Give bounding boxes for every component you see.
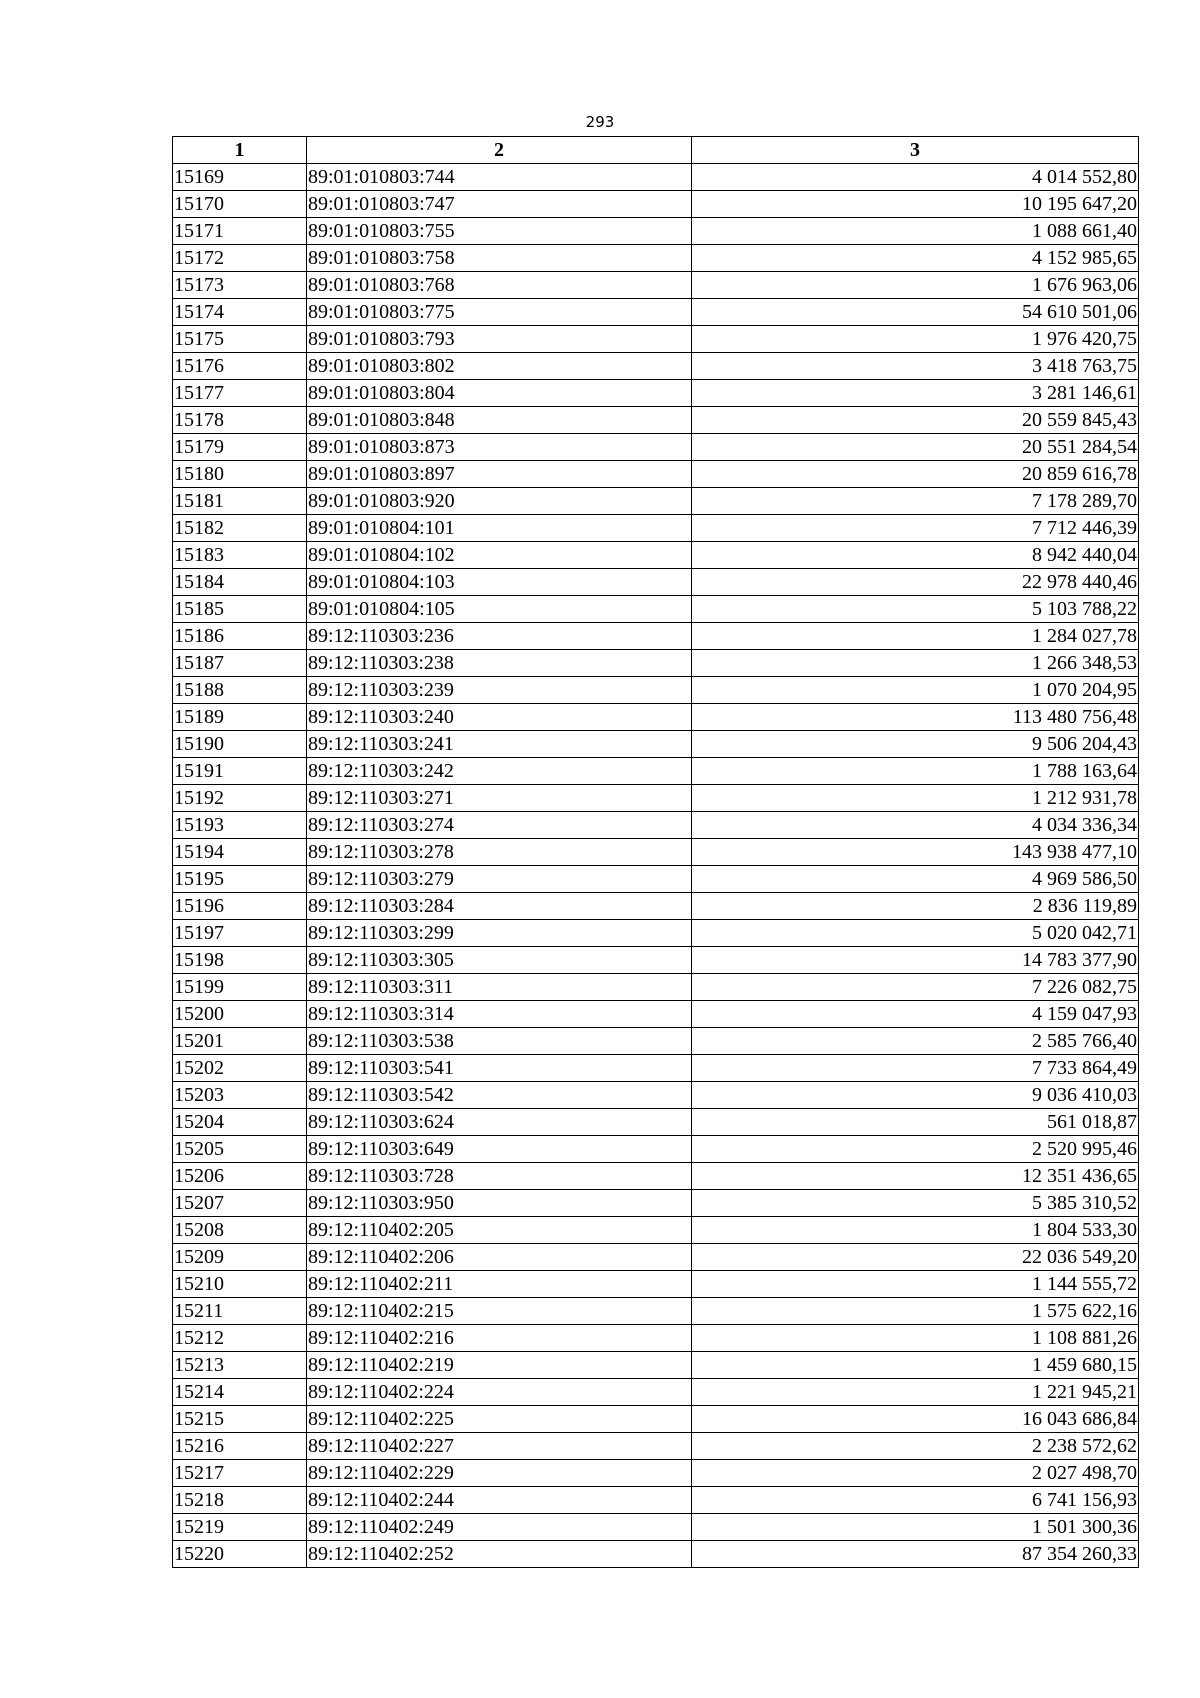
row-number-cell: 15196: [173, 893, 307, 920]
row-number-cell: 15174: [173, 299, 307, 326]
cadastral-number-cell: 89:12:110303:299: [307, 920, 692, 947]
table-row: [173, 1541, 1139, 1568]
table-row: [173, 299, 1139, 326]
cadastral-number-cell: 89:12:110303:624: [307, 1109, 692, 1136]
table-row: [173, 1136, 1139, 1163]
value-cell: 3 281 146,61: [692, 380, 1139, 407]
table-row: [173, 245, 1139, 272]
cadastral-number-cell: 89:01:010804:101: [307, 515, 692, 542]
table-row: [173, 272, 1139, 299]
table-row: [173, 569, 1139, 596]
value-cell: 5 020 042,71: [692, 920, 1139, 947]
value-cell: 22 036 549,20: [692, 1244, 1139, 1271]
row-number-cell: 15195: [173, 866, 307, 893]
value-cell: 1 108 881,26: [692, 1325, 1139, 1352]
cadastral-number-cell: 89:12:110402:244: [307, 1487, 692, 1514]
cadastral-number-cell: 89:01:010803:873: [307, 434, 692, 461]
value-cell: 1 788 163,64: [692, 758, 1139, 785]
cadastral-number-cell: 89:12:110402:215: [307, 1298, 692, 1325]
row-number-cell: 15193: [173, 812, 307, 839]
value-cell: 1 501 300,36: [692, 1514, 1139, 1541]
table-row: [173, 596, 1139, 623]
table-row: [173, 164, 1139, 191]
row-number-cell: 15176: [173, 353, 307, 380]
row-number-cell: 15205: [173, 1136, 307, 1163]
cadastral-number-cell: 89:12:110303:274: [307, 812, 692, 839]
cadastral-number-cell: 89:12:110402:252: [307, 1541, 692, 1568]
table-row: [173, 839, 1139, 866]
value-cell: 16 043 686,84: [692, 1406, 1139, 1433]
row-number-cell: 15191: [173, 758, 307, 785]
cadastral-number-cell: 89:01:010803:744: [307, 164, 692, 191]
table-row: [173, 1082, 1139, 1109]
cadastral-number-cell: 89:01:010803:793: [307, 326, 692, 353]
row-number-cell: 15189: [173, 704, 307, 731]
value-cell: 9 506 204,43: [692, 731, 1139, 758]
table-row: [173, 1514, 1139, 1541]
table-row: [173, 1379, 1139, 1406]
table-row: [173, 785, 1139, 812]
value-cell: 6 741 156,93: [692, 1487, 1139, 1514]
row-number-cell: 15204: [173, 1109, 307, 1136]
table-row: [173, 191, 1139, 218]
value-cell: 4 969 586,50: [692, 866, 1139, 893]
value-cell: 7 226 082,75: [692, 974, 1139, 1001]
cadastral-number-cell: 89:12:110402:224: [307, 1379, 692, 1406]
table-row: [173, 974, 1139, 1001]
value-cell: 7 712 446,39: [692, 515, 1139, 542]
value-cell: 1 221 945,21: [692, 1379, 1139, 1406]
cadastral-number-cell: 89:12:110303:305: [307, 947, 692, 974]
table-row: [173, 407, 1139, 434]
row-number-cell: 15186: [173, 623, 307, 650]
value-cell: 1 676 963,06: [692, 272, 1139, 299]
table-row: [173, 380, 1139, 407]
cadastral-number-cell: 89:01:010803:755: [307, 218, 692, 245]
value-cell: 143 938 477,10: [692, 839, 1139, 866]
cadastral-number-cell: 89:12:110402:229: [307, 1460, 692, 1487]
cadastral-number-cell: 89:12:110303:950: [307, 1190, 692, 1217]
row-number-cell: 15198: [173, 947, 307, 974]
cadastral-number-cell: 89:01:010803:848: [307, 407, 692, 434]
header-row: [173, 137, 1139, 164]
row-number-cell: 15215: [173, 1406, 307, 1433]
value-cell: 1 575 622,16: [692, 1298, 1139, 1325]
header-col-2: 2: [307, 137, 692, 164]
table-row: [173, 731, 1139, 758]
table-row: [173, 1163, 1139, 1190]
table-row: [173, 461, 1139, 488]
table-row: [173, 1487, 1139, 1514]
page-number: 293: [585, 113, 615, 131]
table-row: [173, 947, 1139, 974]
row-number-cell: 15202: [173, 1055, 307, 1082]
value-cell: 4 159 047,93: [692, 1001, 1139, 1028]
cadastral-number-cell: 89:12:110402:249: [307, 1514, 692, 1541]
row-number-cell: 15180: [173, 461, 307, 488]
row-number-cell: 15210: [173, 1271, 307, 1298]
cadastral-number-cell: 89:12:110303:311: [307, 974, 692, 1001]
row-number-cell: 15190: [173, 731, 307, 758]
cadastral-number-cell: 89:12:110402:216: [307, 1325, 692, 1352]
row-number-cell: 15172: [173, 245, 307, 272]
row-number-cell: 15192: [173, 785, 307, 812]
table-row: [173, 1109, 1139, 1136]
cadastral-number-cell: 89:12:110303:728: [307, 1163, 692, 1190]
cadastral-number-cell: 89:01:010804:105: [307, 596, 692, 623]
cadastral-number-cell: 89:01:010804:103: [307, 569, 692, 596]
cadastral-number-cell: 89:12:110303:541: [307, 1055, 692, 1082]
row-number-cell: 15179: [173, 434, 307, 461]
row-number-cell: 15177: [173, 380, 307, 407]
row-number-cell: 15217: [173, 1460, 307, 1487]
row-number-cell: 15207: [173, 1190, 307, 1217]
header-col-1: 1: [173, 137, 307, 164]
table-body: [173, 164, 1139, 1568]
value-cell: 12 351 436,65: [692, 1163, 1139, 1190]
cadastral-number-cell: 89:12:110303:271: [307, 785, 692, 812]
value-cell: 9 036 410,03: [692, 1082, 1139, 1109]
cadastral-number-cell: 89:01:010803:768: [307, 272, 692, 299]
value-cell: 8 942 440,04: [692, 542, 1139, 569]
table-row: [173, 488, 1139, 515]
table-row: [173, 1271, 1139, 1298]
table-row: [173, 542, 1139, 569]
row-number-cell: 15211: [173, 1298, 307, 1325]
value-cell: 20 859 616,78: [692, 461, 1139, 488]
table-row: [173, 1460, 1139, 1487]
cadastral-number-cell: 89:12:110303:284: [307, 893, 692, 920]
row-number-cell: 15194: [173, 839, 307, 866]
table-row: [173, 893, 1139, 920]
cadastral-number-cell: 89:12:110402:211: [307, 1271, 692, 1298]
value-cell: 561 018,87: [692, 1109, 1139, 1136]
row-number-cell: 15187: [173, 650, 307, 677]
table-row: [173, 353, 1139, 380]
row-number-cell: 15206: [173, 1163, 307, 1190]
table-row: [173, 650, 1139, 677]
value-cell: 2 836 119,89: [692, 893, 1139, 920]
row-number-cell: 15185: [173, 596, 307, 623]
cadastral-number-cell: 89:01:010803:920: [307, 488, 692, 515]
row-number-cell: 15209: [173, 1244, 307, 1271]
header-col-3: 3: [692, 137, 1139, 164]
value-cell: 4 014 552,80: [692, 164, 1139, 191]
value-cell: 1 976 420,75: [692, 326, 1139, 353]
row-number-cell: 15219: [173, 1514, 307, 1541]
cadastral-number-cell: 89:12:110303:236: [307, 623, 692, 650]
cadastral-number-cell: 89:12:110303:242: [307, 758, 692, 785]
row-number-cell: 15175: [173, 326, 307, 353]
table-row: [173, 218, 1139, 245]
table-row: [173, 1055, 1139, 1082]
cadastral-number-cell: 89:01:010803:775: [307, 299, 692, 326]
table-row: [173, 434, 1139, 461]
row-number-cell: 15213: [173, 1352, 307, 1379]
table-row: [173, 1433, 1139, 1460]
row-number-cell: 15201: [173, 1028, 307, 1055]
row-number-cell: 15181: [173, 488, 307, 515]
row-number-cell: 15218: [173, 1487, 307, 1514]
cadastral-number-cell: 89:12:110303:239: [307, 677, 692, 704]
cadastral-number-cell: 89:12:110303:538: [307, 1028, 692, 1055]
table-row: [173, 1406, 1139, 1433]
table-row: [173, 677, 1139, 704]
value-cell: 2 520 995,46: [692, 1136, 1139, 1163]
row-number-cell: 15173: [173, 272, 307, 299]
cadastral-number-cell: 89:01:010803:804: [307, 380, 692, 407]
table-row: [173, 1298, 1139, 1325]
table-row: [173, 1001, 1139, 1028]
value-cell: 1 088 661,40: [692, 218, 1139, 245]
row-number-cell: 15182: [173, 515, 307, 542]
row-number-cell: 15188: [173, 677, 307, 704]
cadastral-number-cell: 89:12:110303:649: [307, 1136, 692, 1163]
value-cell: 1 212 931,78: [692, 785, 1139, 812]
row-number-cell: 15214: [173, 1379, 307, 1406]
cadastral-number-cell: 89:01:010804:102: [307, 542, 692, 569]
row-number-cell: 15184: [173, 569, 307, 596]
cadastral-number-cell: 89:12:110303:542: [307, 1082, 692, 1109]
row-number-cell: 15220: [173, 1541, 307, 1568]
value-cell: 1 459 680,15: [692, 1352, 1139, 1379]
cadastral-number-cell: 89:01:010803:758: [307, 245, 692, 272]
value-cell: 22 978 440,46: [692, 569, 1139, 596]
value-cell: 4 152 985,65: [692, 245, 1139, 272]
row-number-cell: 15216: [173, 1433, 307, 1460]
cadastral-number-cell: 89:12:110402:206: [307, 1244, 692, 1271]
table-row: [173, 1028, 1139, 1055]
table-row: [173, 1325, 1139, 1352]
row-number-cell: 15208: [173, 1217, 307, 1244]
row-number-cell: 15200: [173, 1001, 307, 1028]
cadastral-number-cell: 89:12:110402:227: [307, 1433, 692, 1460]
cadastral-number-cell: 89:12:110303:238: [307, 650, 692, 677]
table-row: [173, 515, 1139, 542]
row-number-cell: 15183: [173, 542, 307, 569]
row-number-cell: 15199: [173, 974, 307, 1001]
value-cell: 5 385 310,52: [692, 1190, 1139, 1217]
cadastral-number-cell: 89:12:110402:205: [307, 1217, 692, 1244]
value-cell: 1 144 555,72: [692, 1271, 1139, 1298]
row-number-cell: 15178: [173, 407, 307, 434]
row-number-cell: 15170: [173, 191, 307, 218]
cadastral-number-cell: 89:12:110402:219: [307, 1352, 692, 1379]
cadastral-number-cell: 89:12:110303:241: [307, 731, 692, 758]
row-number-cell: 15171: [173, 218, 307, 245]
row-number-cell: 15212: [173, 1325, 307, 1352]
cadastral-number-cell: 89:12:110303:314: [307, 1001, 692, 1028]
value-cell: 5 103 788,22: [692, 596, 1139, 623]
value-cell: 1 284 027,78: [692, 623, 1139, 650]
table-row: [173, 758, 1139, 785]
value-cell: 87 354 260,33: [692, 1541, 1139, 1568]
table-row: [173, 920, 1139, 947]
table-row: [173, 1244, 1139, 1271]
value-cell: 1 070 204,95: [692, 677, 1139, 704]
value-cell: 1 266 348,53: [692, 650, 1139, 677]
value-cell: 20 551 284,54: [692, 434, 1139, 461]
value-cell: 10 195 647,20: [692, 191, 1139, 218]
value-cell: 20 559 845,43: [692, 407, 1139, 434]
table-row: [173, 1190, 1139, 1217]
value-cell: 3 418 763,75: [692, 353, 1139, 380]
cadastral-number-cell: 89:01:010803:747: [307, 191, 692, 218]
data-table: [172, 136, 1139, 1568]
value-cell: 4 034 336,34: [692, 812, 1139, 839]
row-number-cell: 15197: [173, 920, 307, 947]
value-cell: 1 804 533,30: [692, 1217, 1139, 1244]
value-cell: 113 480 756,48: [692, 704, 1139, 731]
table-row: [173, 326, 1139, 353]
value-cell: 2 238 572,62: [692, 1433, 1139, 1460]
row-number-cell: 15203: [173, 1082, 307, 1109]
table-row: [173, 866, 1139, 893]
value-cell: 7 178 289,70: [692, 488, 1139, 515]
table-row: [173, 1352, 1139, 1379]
value-cell: 54 610 501,06: [692, 299, 1139, 326]
value-cell: 14 783 377,90: [692, 947, 1139, 974]
cadastral-number-cell: 89:12:110303:278: [307, 839, 692, 866]
cadastral-number-cell: 89:12:110303:279: [307, 866, 692, 893]
cadastral-number-cell: 89:01:010803:802: [307, 353, 692, 380]
table-header: [173, 137, 1139, 164]
table-row: [173, 812, 1139, 839]
cadastral-number-cell: 89:12:110402:225: [307, 1406, 692, 1433]
cadastral-number-cell: 89:01:010803:897: [307, 461, 692, 488]
row-number-cell: 15169: [173, 164, 307, 191]
cadastral-number-cell: 89:12:110303:240: [307, 704, 692, 731]
value-cell: 7 733 864,49: [692, 1055, 1139, 1082]
table-row: [173, 623, 1139, 650]
table-row: [173, 704, 1139, 731]
table-row: [173, 1217, 1139, 1244]
value-cell: 2 585 766,40: [692, 1028, 1139, 1055]
value-cell: 2 027 498,70: [692, 1460, 1139, 1487]
